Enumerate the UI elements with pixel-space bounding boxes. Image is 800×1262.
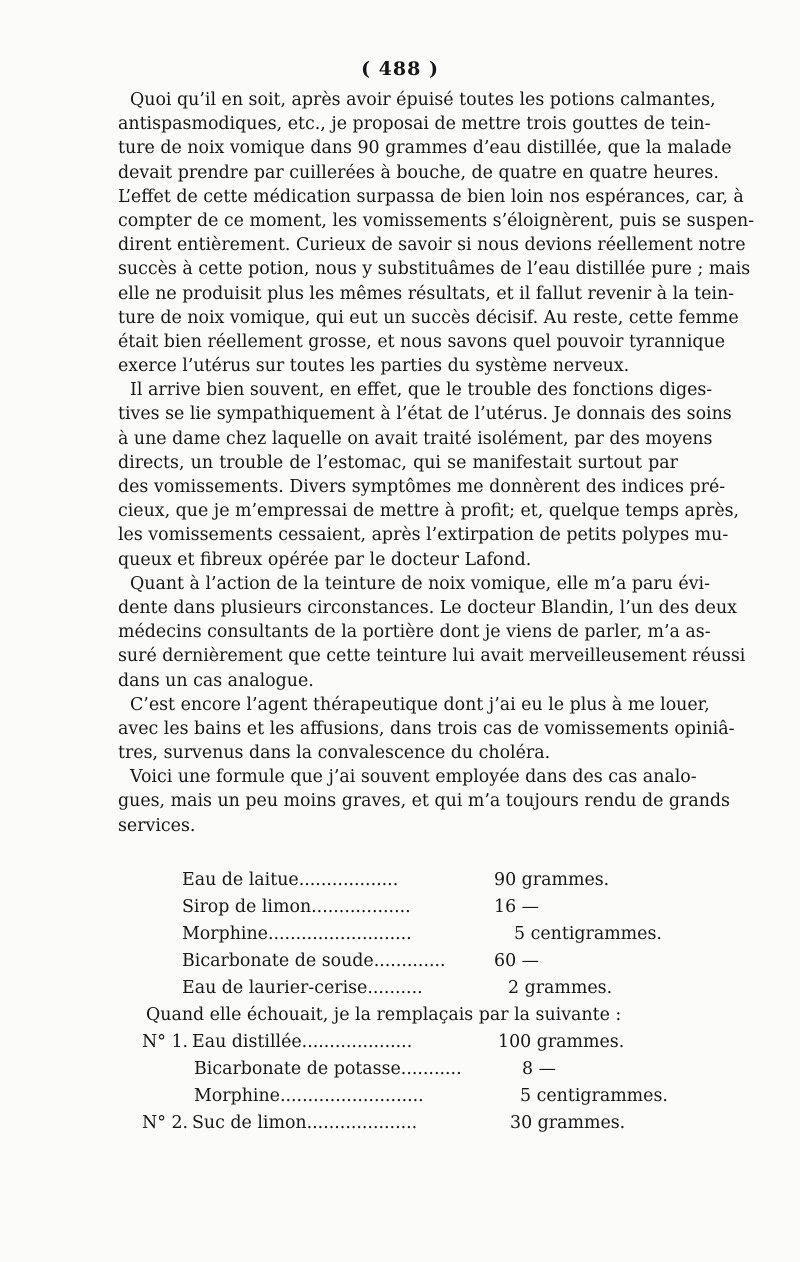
formula-label: N° 2. xyxy=(142,1113,189,1133)
text-line: antispasmodiques, etc., je proposai de mettre trois gouttes de tein- xyxy=(118,114,711,135)
ingredient-quantity: 60 — xyxy=(494,951,540,971)
ingredient-quantity: 30 grammes. xyxy=(510,1113,626,1133)
ingredient-name: Morphine.......................... xyxy=(194,1086,424,1106)
formula-row xyxy=(118,951,678,978)
ingredient-name: Morphine.......................... xyxy=(182,924,412,944)
ingredient-quantity: 5 centigrammes. xyxy=(514,924,662,944)
formula-row xyxy=(118,1086,678,1113)
ingredient-quantity: 100 grammes. xyxy=(498,1032,625,1052)
prescription-formulas xyxy=(118,870,678,1140)
formula-row xyxy=(118,978,678,1005)
formula-row xyxy=(118,1032,678,1059)
text-line: dans un cas analogue. xyxy=(118,670,314,691)
text-line: devait prendre par cuillerées à bouche, de quatre en quatre heures. xyxy=(118,162,719,183)
text-line: tives se lie sympathiquement à l’état de l’utérus. Je donnais des soins xyxy=(118,404,732,425)
body-text xyxy=(118,88,755,838)
text-line: dente dans plusieurs circonstances. Le docteur Blandin, l’un des deux xyxy=(118,597,737,618)
text-line: Voici une formule que j’ai souvent employée dans des cas analo- xyxy=(130,767,697,788)
text-line: C’est encore l’agent thérapeutique dont j’ai eu le plus à me louer, xyxy=(130,694,710,715)
text-line: elle ne produisit plus les mêmes résultats, et il fallut revenir à la tein- xyxy=(118,283,735,304)
ingredient-quantity: 5 centigrammes. xyxy=(520,1086,668,1106)
ingredient-name: Suc de limon.................... xyxy=(192,1113,418,1133)
ingredient-name: Bicarbonate de soude............. xyxy=(182,951,446,971)
text-line: ture de noix vomique dans 90 grammes d’eau distillée, que la malade xyxy=(118,138,732,159)
text-line: exerce l’utérus sur toutes les parties du système nerveux. xyxy=(118,356,630,377)
text-line: directs, un trouble de l’estomac, qui se manifestait surtout par xyxy=(118,452,678,473)
text-line: Quant à l’action de la teinture de noix vomique, elle m’a paru évi- xyxy=(130,573,710,594)
formula-row xyxy=(118,1059,678,1086)
text-line: dirent entièrement. Curieux de savoir si nous devions réellement notre xyxy=(118,235,746,256)
text-line: L’effet de cette médication surpassa de bien loin nos espérances, car, à xyxy=(118,186,744,207)
text-line: était bien réellement grosse, et nous savons quel pouvoir tyrannique xyxy=(118,331,726,352)
formula-row xyxy=(118,924,678,951)
text-line: Il arrive bien souvent, en effet, que le trouble des fonctions diges- xyxy=(130,380,713,401)
text-line: avec les bains et les affusions, dans trois cas de vomissements opiniâ- xyxy=(118,718,735,739)
ingredient-name: Eau de laitue.................. xyxy=(182,870,399,890)
ingredient-name: Eau distillée.................... xyxy=(192,1032,413,1052)
formula-row xyxy=(118,1113,678,1140)
text-line: Quoi qu’il en soit, après avoir épuisé toutes les potions calmantes, xyxy=(130,90,716,110)
formula-label: N° 1. xyxy=(142,1032,189,1052)
text-line: succès à cette potion, nous y substituâmes de l’eau distillée pure ; mais xyxy=(118,259,751,280)
page-number: ( 488 ) xyxy=(361,58,439,80)
text-line: suré dernièrement que cette teinture lui avait merveilleusement réussi xyxy=(118,646,746,667)
text-line: gues, mais un peu moins graves, et qui m’a toujours rendu de grands xyxy=(118,791,730,812)
ingredient-quantity: 8 — xyxy=(522,1059,556,1079)
ingredient-name: Eau de laurier-cerise.......... xyxy=(182,978,423,998)
text-line: ture de noix vomique, qui eut un succès décisif. Au reste, cette femme xyxy=(118,307,739,328)
text-line: des vomissements. Divers symptômes me donnèrent des indices pré- xyxy=(118,477,726,497)
ingredient-quantity: 90 grammes. xyxy=(494,870,610,890)
transition-text: Quand elle échouait, je la remplaçais par la suivante : xyxy=(146,1005,622,1025)
text-line: compter de ce moment, les vomissements s’éloignèrent, puis se suspen- xyxy=(118,210,755,231)
ingredient-name: Sirop de limon.................. xyxy=(182,897,411,917)
transition-line xyxy=(118,1005,678,1032)
text-line: à une dame chez laquelle on avait traité isolément, par des moyens xyxy=(118,428,713,449)
text-line: cieux, que je m’empressai de mettre à profit; et, quelque temps après, xyxy=(118,501,740,522)
ingredient-quantity: 2 grammes. xyxy=(508,978,613,998)
ingredient-quantity: 16 — xyxy=(494,897,540,917)
formula-row xyxy=(118,897,678,924)
ingredient-name: Bicarbonate de potasse........... xyxy=(194,1059,462,1079)
text-line: services. xyxy=(118,815,196,836)
text-line: médecins consultants de la portière dont je viens de parler, m’a as- xyxy=(118,622,711,643)
text-line: tres, survenus dans la convalescence du choléra. xyxy=(118,743,551,764)
text-line: queux et fibreux opérée par le docteur Lafond. xyxy=(118,549,532,570)
text-line: les vomissements cessaient, après l’extirpation de petits polypes mu- xyxy=(118,525,729,546)
formula-row xyxy=(118,870,678,897)
